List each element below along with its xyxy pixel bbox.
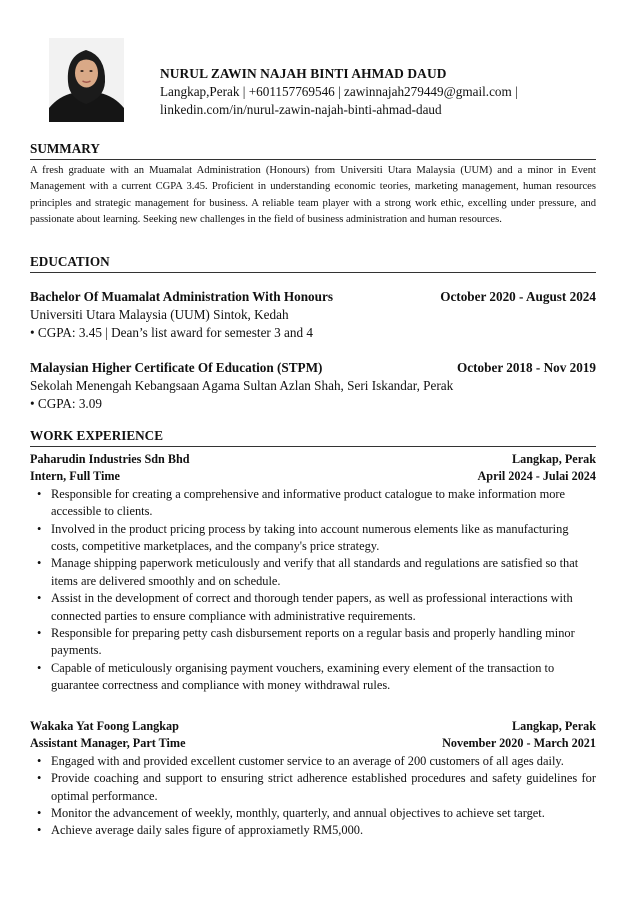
education-detail: • CGPA: 3.45 | Dean’s list award for semester 3 and 4 — [30, 325, 313, 340]
job-role: Intern, Full Time — [30, 469, 120, 484]
education-heading: EDUCATION — [30, 254, 596, 273]
duty-item: • Involved in the product pricing process by taking into account numerous elements like as manufacturing costs, competitive marketplaces, and the company's price strategy. — [51, 521, 596, 556]
summary-heading: SUMMARY — [30, 141, 596, 160]
contact-line: Langkap,Perak | +601157769546 | zawinnajah279449@gmail.com | — [160, 84, 518, 99]
job-role: Assistant Manager, Part Time — [30, 736, 186, 751]
degree-title: Bachelor Of Muamalat Administration With Honours — [30, 289, 333, 304]
education-detail: • CGPA: 3.09 — [30, 396, 102, 411]
work-experience-heading: WORK EXPERIENCE — [30, 428, 596, 447]
job-duties — [30, 753, 596, 840]
header — [160, 65, 518, 119]
candidate-name: NURUL ZAWIN NAJAH BINTI AHMAD DAUD — [160, 66, 447, 81]
duty-item: • Engaged with and provided excellent customer service to an average of 200 customers of all ages daily. — [51, 753, 596, 770]
duty-item: • Monitor the advancement of weekly, monthly, quarterly, and annual objectives to achieve set target. — [51, 805, 596, 822]
degree-dates: October 2020 - August 2024 — [440, 289, 596, 304]
duty-item: • Assist in the development of correct and thorough tender papers, as well as professional interactions with connected parties to ensure compliance with administrative requirements. — [51, 590, 596, 625]
job-entry — [30, 718, 596, 840]
profile-photo — [49, 38, 124, 122]
duty-item: • Responsible for preparing petty cash disbursement reports on a regular basis and properly handling minor payments. — [51, 625, 596, 660]
education-entry — [30, 288, 596, 342]
degree-dates: October 2018 - Nov 2019 — [457, 360, 596, 375]
degree-title: Malaysian Higher Certificate Of Education (STPM) — [30, 360, 323, 375]
job-duties — [30, 486, 596, 695]
profile-photo-illustration — [49, 38, 124, 122]
job-dates: April 2024 - Julai 2024 — [477, 469, 596, 484]
duty-item: • Achieve average daily sales figure of approxiametly RM5,000. — [51, 822, 596, 839]
duty-item: • Provide coaching and support to ensuring strict adherence established procedures and safety guidelines for optimal performance. — [51, 770, 596, 805]
summary-text: A fresh graduate with an Muamalat Administration (Honours) from Universiti Utara Malaysia (UUM) and a minor in Event Management with a current CGPA 3.45. Proficient in understanding economic teories, marketing management, human resources principles and strategic management for business. A reliable team player with a strong work ethic, excelling under pressure, and passionate about learning. Seeking new challenges in the field of business administration and human resources. — [30, 165, 596, 225]
duty-item: • Capable of meticulously organising payment vouchers, examining every element of the transaction to guarantee correctness and compliance with money withdrawal rules. — [51, 660, 596, 695]
school-name: Universiti Utara Malaysia (UUM) Sintok, Kedah — [30, 307, 289, 322]
education-entry — [30, 359, 596, 413]
school-name: Sekolah Menengah Kebangsaan Agama Sultan Azlan Shah, Seri Iskandar, Perak — [30, 378, 454, 393]
duty-item: • Responsible for creating a comprehensive and informative product catalogue to make information more accessible to clients. — [51, 486, 596, 521]
company-name: Wakaka Yat Foong Langkap — [30, 719, 179, 733]
company-name: Paharudin Industries Sdn Bhd — [30, 452, 190, 466]
job-location: Langkap, Perak — [512, 452, 596, 466]
job-entry — [30, 451, 596, 695]
linkedin-link[interactable]: linkedin.com/in/nurul-zawin-najah-binti-ahmad-daud — [160, 102, 442, 117]
job-location: Langkap, Perak — [512, 719, 596, 733]
job-dates: November 2020 - March 2021 — [442, 736, 596, 751]
duty-item: • Manage shipping paperwork meticulously and verify that all standards and regulations are satisfied so that items are delivered smoothly and on schedule. — [51, 555, 596, 590]
